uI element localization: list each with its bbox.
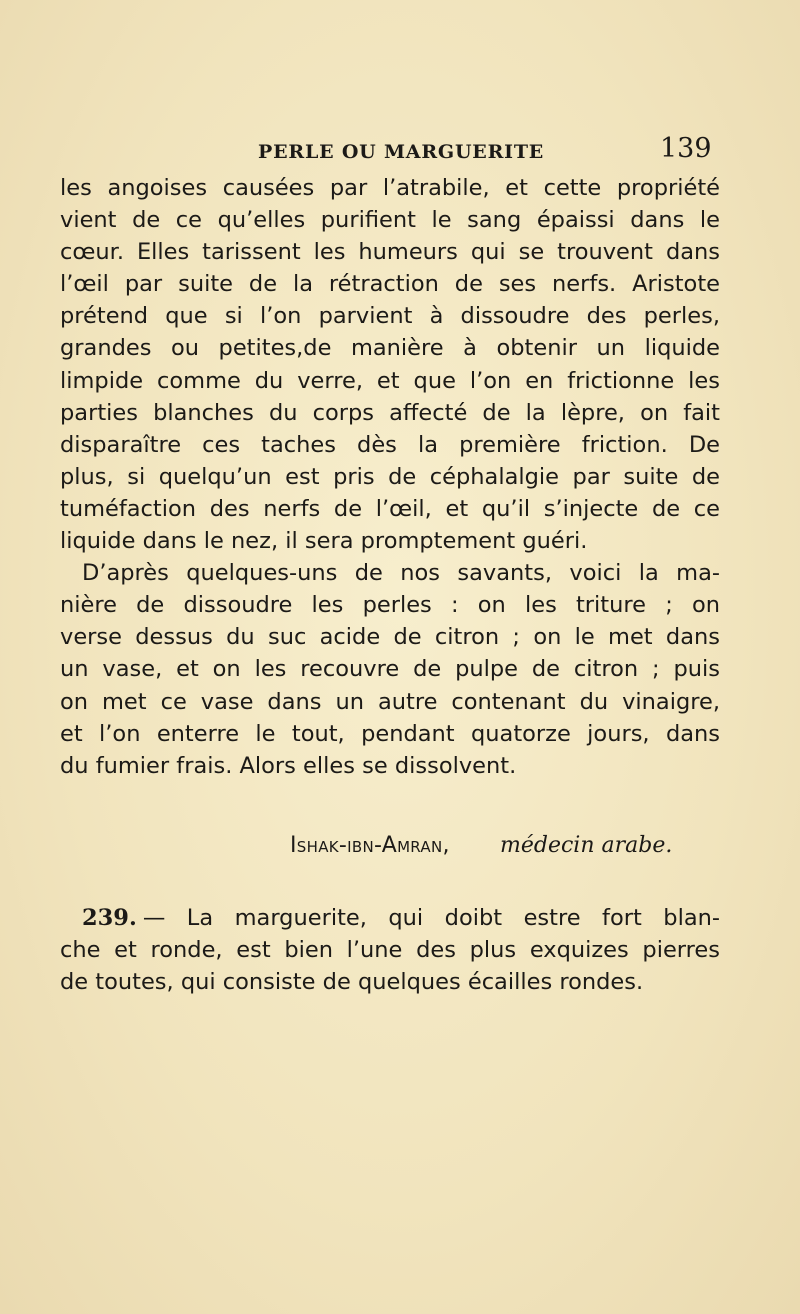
text-line: de toutes, qui consiste de quelques écailles rondes. [60, 969, 644, 996]
text-line: les angoises causées par l’atrabile, et cette propriété [60, 175, 720, 201]
main-paragraphs [60, 172, 720, 782]
section-first-line [60, 902, 720, 934]
text-line: D’après quelques-uns de nos savants, voici la ma- [82, 560, 720, 587]
text-line: et l’on enterre le tout, pendant quatorze jours, dans [60, 720, 720, 747]
section-number: 239. [82, 905, 137, 931]
text-line: — La marguerite, qui doibt estre fort blan- [142, 905, 720, 931]
text-line: disparaître ces taches dès la première friction. De [60, 431, 720, 458]
text-line: prétend que si l’on parvient à dissoudre des perles, [60, 303, 720, 330]
attribution-author: Ishak-ibn-Amran, [290, 833, 450, 858]
running-head [0, 133, 800, 173]
text-line: parties blanches du corps affecté de la lèpre, on fait [60, 399, 720, 426]
text-line: du fumier frais. Alors elles se dissolvent. [60, 752, 517, 779]
text-line: cœur. Elles tarissent les humeurs qui se trouvent dans [60, 239, 720, 266]
section-239 [60, 902, 720, 998]
page-number: 139 [660, 133, 712, 164]
text-line: limpide comme du verre, et que l’on en frictionne les [60, 367, 720, 394]
text-line: tuméfaction des nerfs de l’œil, et qu’il s’injecte de ce [60, 495, 720, 522]
text-line: nière de dissoudre les perles : on les triture ; on [60, 592, 720, 619]
text-line: vient de ce qu’elles purifient le sang épaissi dans le [60, 207, 720, 234]
running-head-title: PERLE OU MARGUERITE [258, 141, 545, 163]
text-line: un vase, et on les recouvre de pulpe de citron ; puis [60, 656, 720, 683]
text-line: l’œil par suite de la rétraction de ses nerfs. Aristote [60, 271, 720, 298]
text-line: plus, si quelqu’un est pris de céphalalgie par suite de [60, 463, 720, 490]
text-line: liquide dans le nez, il sera promptement guéri. [60, 528, 588, 555]
text-line: grandes ou petites,de manière à obtenir un liquide [60, 335, 720, 362]
text-line: on met ce vase dans un autre contenant du vinaigre, [60, 688, 720, 715]
text-line: verse dessus du suc acide de citron ; on le met dans [60, 624, 720, 651]
attribution-role: médecin arabe. [500, 833, 673, 858]
text-line: che et ronde, est bien l’une des plus exquizes pierres [60, 937, 720, 964]
